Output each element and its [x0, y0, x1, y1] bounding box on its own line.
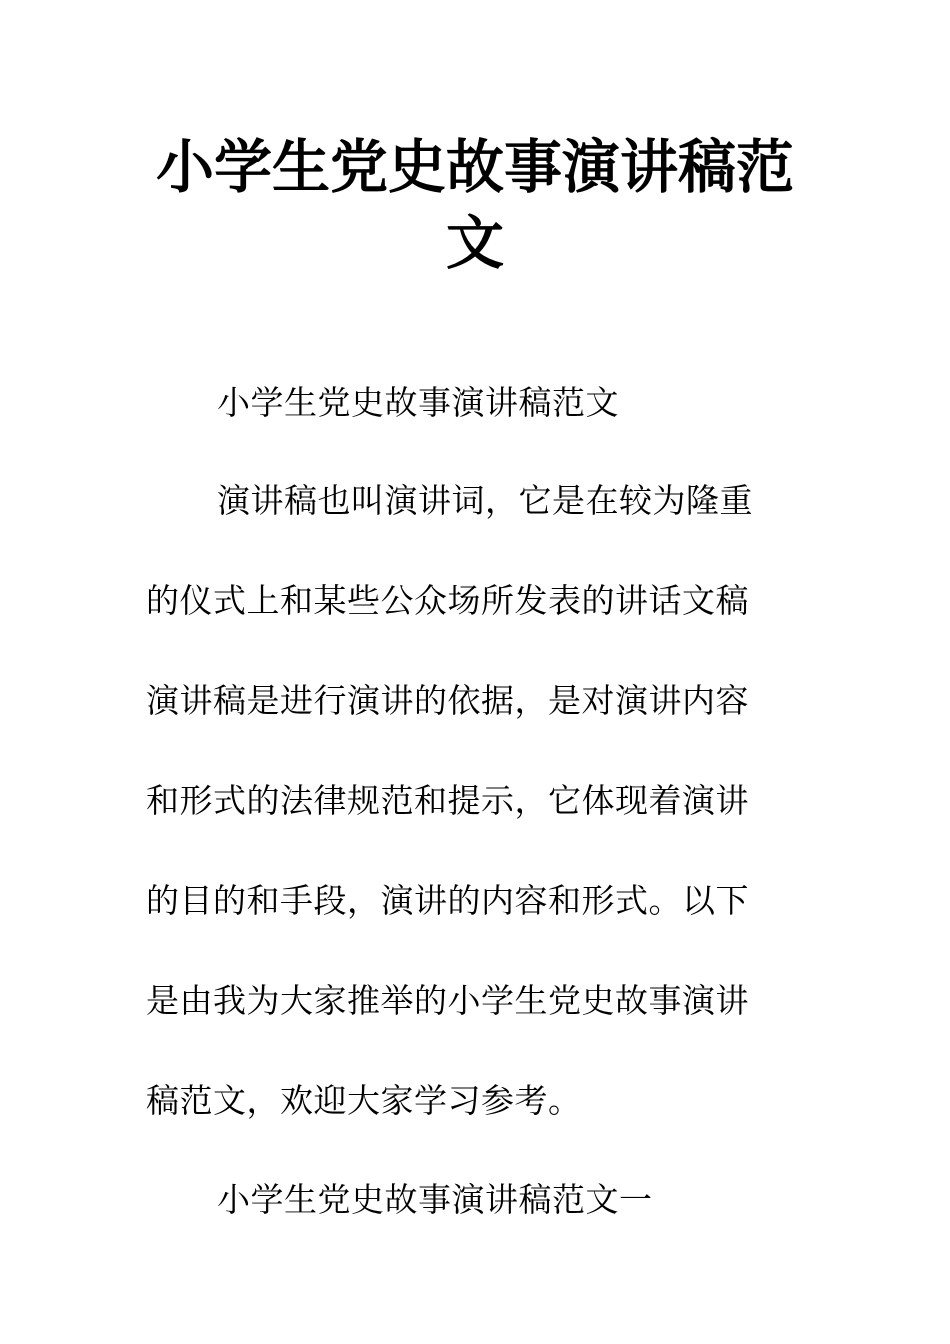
paragraph-line: 的目的和手段，演讲的内容和形式。以下 — [146, 881, 749, 920]
paragraph-line: 和形式的法律规范和提示，它体现着演讲 — [146, 781, 749, 820]
paragraph-line: 稿范文，欢迎大家学习参考。 — [146, 1081, 582, 1120]
paragraph-line: 演讲稿是进行演讲的依据，是对演讲内容 — [146, 681, 749, 720]
document-subtitle: 小学生党史故事演讲稿范文 — [217, 383, 619, 422]
paragraph-line: 演讲稿也叫演讲词，它是在较为隆重 — [217, 481, 753, 520]
document-title-line-2: 文 — [445, 209, 504, 277]
document-title-line-1: 小学生党史故事演讲稿范 — [155, 133, 794, 201]
section-heading: 小学生党史故事演讲稿范文一 — [217, 1180, 653, 1219]
paragraph-line: 是由我为大家推举的小学生党史故事演讲 — [146, 981, 749, 1020]
paragraph-line: 的仪式上和某些公众场所发表的讲话文稿 — [146, 581, 749, 620]
